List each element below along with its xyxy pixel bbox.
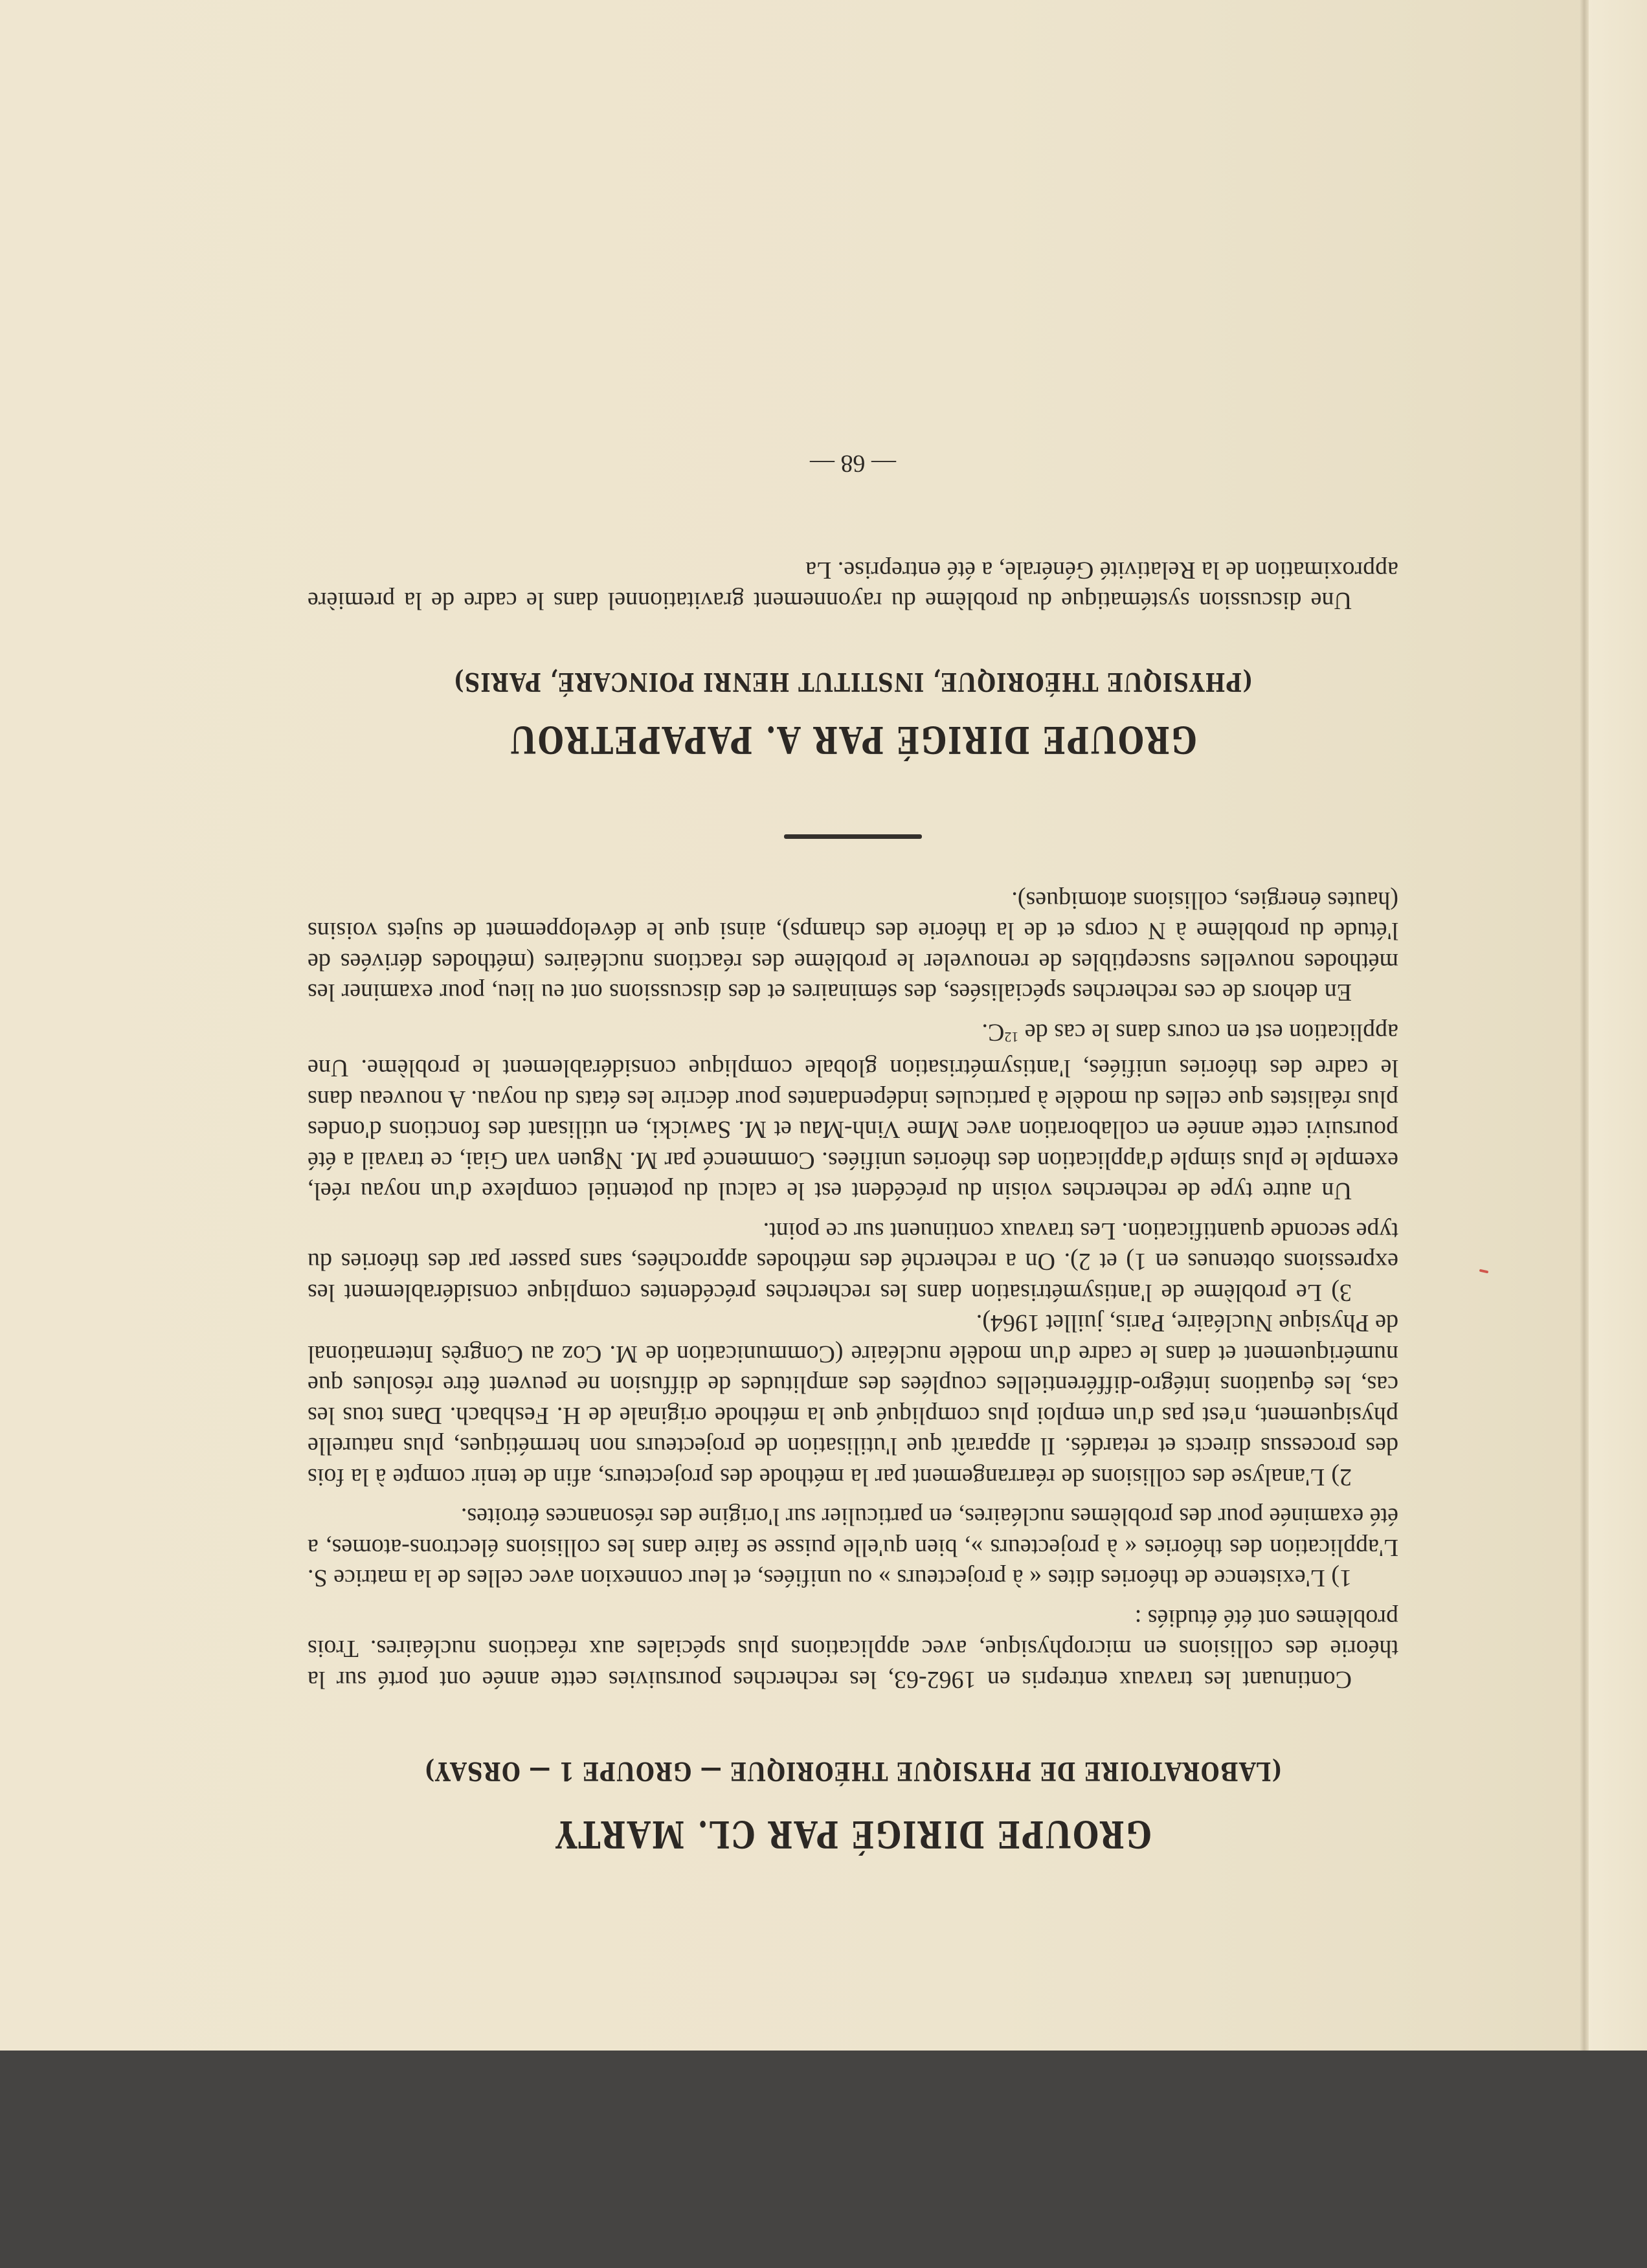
isotope-mass-number: 12 bbox=[1004, 1029, 1019, 1045]
section1-paragraph-potential-text: Un autre type de recherches voisin du précédent est le calcul du potentiel complexe d'un noyau réel, exemple le plus simple d'application des théories unifiées. Commencé par M. Nguen van Giai, ce travail a été poursuivi cette année en collaboration avec Mme Vinh-Mau et M. Sawicki, en utilisant des fonctions d'ondes plus réalistes que celles du modèle à particules indépendantes pour décrire les états du noyau. A nouveau dans le cadre des théories unifiées, l'antisymétrisation globale complique considérablement le problème. Une application est en cours dans le cas de bbox=[308, 1019, 1398, 1205]
rotated-page-content bbox=[308, 214, 1398, 1871]
page-fold-shadow bbox=[1580, 0, 1589, 2051]
section1-paragraph-intro: Continuant les travaux entrepris en 1962-63, les recherches poursuivies cette année ont porté sur la théorie des collisions en microphysique, avec applications plus spéciales aux réactions nucléaires. Trois problèmes ont été étudiés : bbox=[308, 1605, 1398, 1693]
section1-paragraph-item-1: 1) L'existence de théories dites « à projecteurs » ou unifiées, et leur connexion avec celles de la matrice S. L'application des théories « à projecteurs », bien qu'elle puisse se faire dans les collisions électrons-atomes, a été examinée pour des problèmes nucléaires, en particulier sur l'origine des résonances étroites. bbox=[308, 1503, 1398, 1592]
section1-subtitle: (LABORATOIRE DE PHYSIQUE THÉORIQUE — GROUPE 1 — ORSAY) bbox=[423, 1756, 1283, 1786]
scanner-background bbox=[0, 2051, 1647, 2268]
page-number: — 68 — bbox=[810, 450, 896, 478]
section1-paragraph-potential bbox=[308, 1017, 1398, 1206]
section1-title: GROUPE DIRIGÉ PAR CL. MARTY bbox=[554, 1812, 1152, 1856]
section1-paragraph-item-2: 2) L'analyse des collisions de réarrangement par la méthode des projecteurs, afin de tenir compte à la fois des processus directs et retardés. Il apparaît que l'utilisation de projecteurs non hermétiques, plus naturelle physiquement, n'est pas d'un emploi plus compliqué que la méthode originale de H. Feshbach. Dans tous les cas, les équations intégro-différentielles couplées des amplitudes de diffusion ne peuvent être résolues que numériquement et dans le cadre d'un modèle nucléaire (Communication de M. Coz au Congrès International de Physique Nucléaire, Paris, juillet 1964). bbox=[308, 1309, 1398, 1491]
section2-title: GROUPE DIRIGÉ PAR A. PAPAPETROU bbox=[509, 718, 1197, 762]
section2-subtitle: (PHYSIQUE THÉORIQUE, INSTITUT HENRI POINCARÉ, PARIS) bbox=[453, 667, 1253, 698]
section1-paragraph-item-3: 3) Le problème de l'antisymétrisation dans les recherches précédentes complique considérablement les expressions obtenues en 1) et 2). On a recherché des méthodes approchées, sans passer par des théories du type seconde quantification. Les travaux continuent sur ce point. bbox=[308, 1217, 1398, 1306]
isotope-symbol: C. bbox=[981, 1019, 1005, 1046]
section-divider-rule bbox=[784, 835, 922, 839]
adjacent-page-edge bbox=[1589, 0, 1647, 2051]
section2-paragraph: Une discussion systématique du problème du rayonnement gravitationnel dans le cadre de la première approximation de la Relativité Générale, a été entreprise. La bbox=[308, 557, 1398, 615]
section1-paragraph-seminars: En dehors de ces recherches spécialisées, des séminaires et des discussions ont eu lieu, pour examiner les méthodes nouvelles susceptibles de renouveler le problème des réactions nucléaires (méthodes dérivées de l'étude du problème à N corps et de la théorie des champs), ainsi que le développement de sujets voisins (hautes énergies, collisions atomiques). bbox=[308, 887, 1398, 1006]
